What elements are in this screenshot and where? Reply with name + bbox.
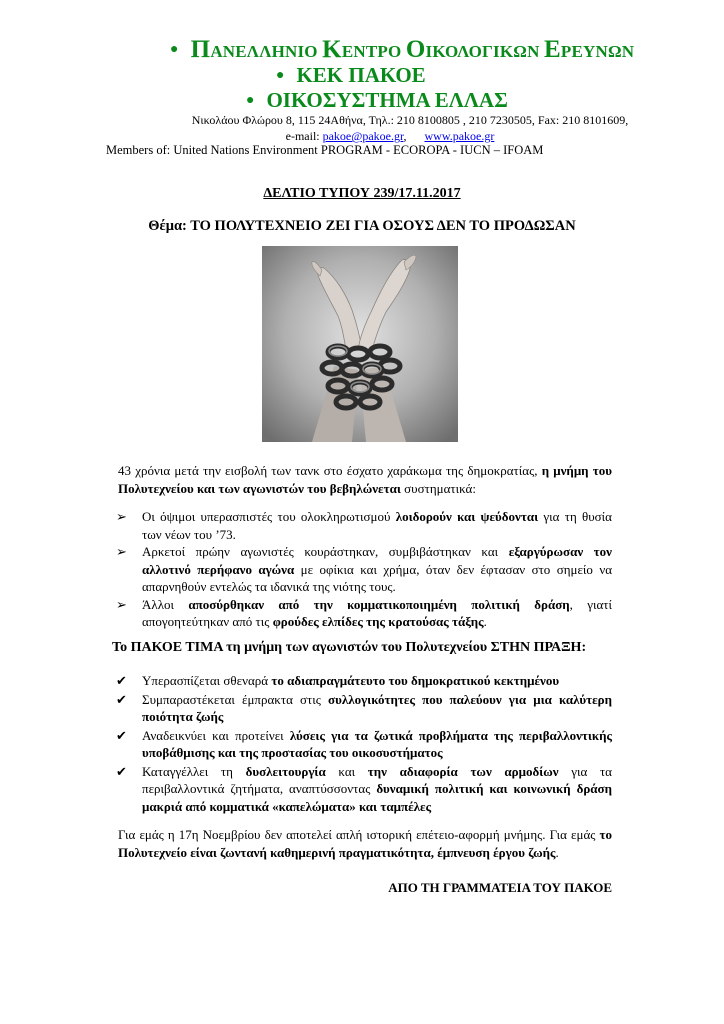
emphasis-text: λοιδορούν και ψεύδονται xyxy=(395,509,539,524)
body-text: για τη θυσία των νέων του ’73. xyxy=(142,509,612,542)
org-name-1-part: ΡΕΥΝΩΝ xyxy=(560,42,635,61)
action-heading: Το ΠΑΚΟΕ ΤΙΜΑ τη μνήμη των αγωνιστών του Πολυτεχνείου ΣΤΗΝ ΠΡΑΞΗ: xyxy=(112,640,587,655)
check-item xyxy=(112,763,612,816)
emphasis-text: εξαργύρωσαν τον αλλοτινό περήφανο αγώνα xyxy=(142,544,612,577)
emphasis-text: φρούδες ελπίδες της κρατούσας τάξης xyxy=(272,614,484,629)
body-text: Για εμάς η 17η Νοεμβρίου δεν αποτελεί απλή ιστορική επέτειο-αφορμή μνήμης. Για εμάς xyxy=(118,827,600,842)
org-name-1-part: Κ xyxy=(322,36,342,63)
body-text: Συμπαραστέκεται έμπρακτα στις xyxy=(142,691,328,707)
signature: ΑΠΟ ΤΗ ΓΡΑΜΜΑΤΕΙΑ ΤΟΥ ΠΑΚΟΕ xyxy=(388,880,612,895)
emphasis-text: αποσύρθηκαν από την κομματικοποιημένη πολιτική δράση xyxy=(188,596,570,612)
check-item xyxy=(112,672,612,690)
press-release-title: ΔΕΛΤΙΟ ΤΥΠΟΥ 239/17.11.2017 xyxy=(263,186,461,201)
org-name-line-3 xyxy=(246,88,508,113)
emphasis-text: την αδιαφορία των αρμοδίων xyxy=(367,763,559,779)
arrow-bullet-icon: ➢ xyxy=(116,544,127,559)
bullet-item xyxy=(112,596,612,631)
bullet-icon: ● xyxy=(246,92,255,108)
body-text: Καταγγέλλει τη xyxy=(142,763,246,779)
emphasis-text: δυναμική πολιτική και κοινωνική δράση μακριά από κομματικά «καπελώματα» και ταμπέλες xyxy=(142,781,613,814)
members-line: Members of: United Nations Environment PROGRAM - ECOROPA - IUCN – IFOAM xyxy=(106,143,544,157)
emphasis-text: δυσλειτουργία xyxy=(245,763,326,779)
body-text: με οφίκια και χρήμα, όταν δεν έφτασαν στο σημείο να απαρνηθούν εντελώς τα ιδανικά της νιότης τους. xyxy=(142,561,613,594)
emphasis-text: συλλογικότητες που παλεύουν για μια καλύτερη ποιότητα ζωής xyxy=(142,691,612,724)
body-text: Υπερασπίζεται σθεναρά xyxy=(142,673,272,688)
bullet-item xyxy=(112,543,612,596)
emphasis-text: λύσεις για τα ζωτικά προβλήματα της περιβαλλοντικής υποβάθμισης και της προστασίας του οικοσυστήματος xyxy=(142,727,613,760)
checkmark-icon: ✔ xyxy=(116,673,127,688)
website-link[interactable]: www.pakoe.gr xyxy=(424,129,495,143)
org-name-1-part: Π xyxy=(190,36,211,63)
body-text: συστηματικά: xyxy=(400,481,476,496)
body-text: Άλλοι xyxy=(142,596,189,612)
body-text: Οι όψιμοι υπερασπιστές του ολοκληρωτισμού xyxy=(142,509,396,524)
check-item xyxy=(112,727,612,762)
link-separator: , xyxy=(403,129,407,143)
org-name-2: ΚΕΚ ΠΑΚΟΕ xyxy=(296,63,426,87)
email-label: e-mail: xyxy=(285,129,320,143)
intro-paragraph xyxy=(118,462,612,498)
org-name-1-part: Ο xyxy=(405,36,426,63)
checkmark-icon: ✔ xyxy=(116,691,127,707)
bullet-icon: ● xyxy=(170,42,179,57)
body-text: . xyxy=(483,614,487,629)
checkmark-icon: ✔ xyxy=(116,727,127,743)
emphasis-text: το Πολυτεχνείο είναι ζωντανή καθημερινή πραγματικότητα, έμπνευση έργου ζωής xyxy=(118,827,612,860)
org-name-1-part: ΙΚΟΛΟΓΙΚΩΝ xyxy=(425,42,545,61)
body-text: Αρκετοί πρώην αγωνιστές κουράστηκαν, συμβιβάστηκαν και xyxy=(142,544,509,559)
bullet-item xyxy=(112,508,612,543)
body-text: και xyxy=(325,763,368,779)
email-link[interactable]: pakoe@pakoe.gr xyxy=(322,129,404,143)
org-name-line-2 xyxy=(276,63,426,88)
arrow-bullet-list xyxy=(112,508,612,631)
emphasis-text: η μνήμη του Πολυτεχνείου και των αγωνιστών του βεβηλώνεται xyxy=(118,463,612,496)
contact-address: Νικολάου Φλώρου 8, 115 24Αθήνα, Τηλ.: 210 8100805 , 210 7230505, Fax: 210 8101609, xyxy=(191,113,629,127)
body-text: . xyxy=(555,845,559,860)
org-name-line-1 xyxy=(170,36,634,64)
press-release-number xyxy=(0,186,724,202)
chained-hands-photo xyxy=(262,246,458,442)
bullet-icon: ● xyxy=(276,67,285,83)
emphasis-text: το αδιαπραγμάτευτο του δημοκρατικού κεκτημένου xyxy=(271,673,560,688)
org-name-1-part: ΕΝΤΡΟ xyxy=(341,42,406,61)
arrow-bullet-icon: ➢ xyxy=(116,596,127,612)
contact-links xyxy=(70,128,710,144)
checkmark-icon: ✔ xyxy=(116,763,127,779)
body-text: 43 χρόνια μετά την εισβολή των τανκ στο έσχατο χαράκωμα της δημοκρατίας, xyxy=(118,463,542,478)
body-text: , γιατί απογοητεύτηκαν από τις xyxy=(142,596,613,629)
org-name-1-part: ΑΝΕΛΛΗΝΙΟ xyxy=(210,42,323,61)
body-text: Αναδεικνύει και προτείνει xyxy=(142,727,290,743)
body-text: για τα περιβαλλοντικά ζητήματα, αναπτύσσοντας xyxy=(142,763,612,796)
org-name-1-part: Ε xyxy=(544,36,561,63)
org-name-3: ΟΙΚΟΣΥΣΤΗΜΑ ΕΛΛΑΣ xyxy=(266,88,508,112)
check-list xyxy=(112,672,612,816)
closing-paragraph xyxy=(118,826,612,862)
chained-hands-icon xyxy=(262,246,458,442)
check-item xyxy=(112,691,612,726)
org-name-1 xyxy=(191,36,635,64)
arrow-bullet-icon: ➢ xyxy=(116,509,127,524)
subject-title: Θέμα: ΤΟ ΠΟΛΥΤΕΧΝΕΙΟ ΖΕΙ ΓΙΑ ΟΣΟΥΣ ΔΕΝ ΤΟ ΠΡΟΔΩΣΑΝ xyxy=(148,218,576,234)
